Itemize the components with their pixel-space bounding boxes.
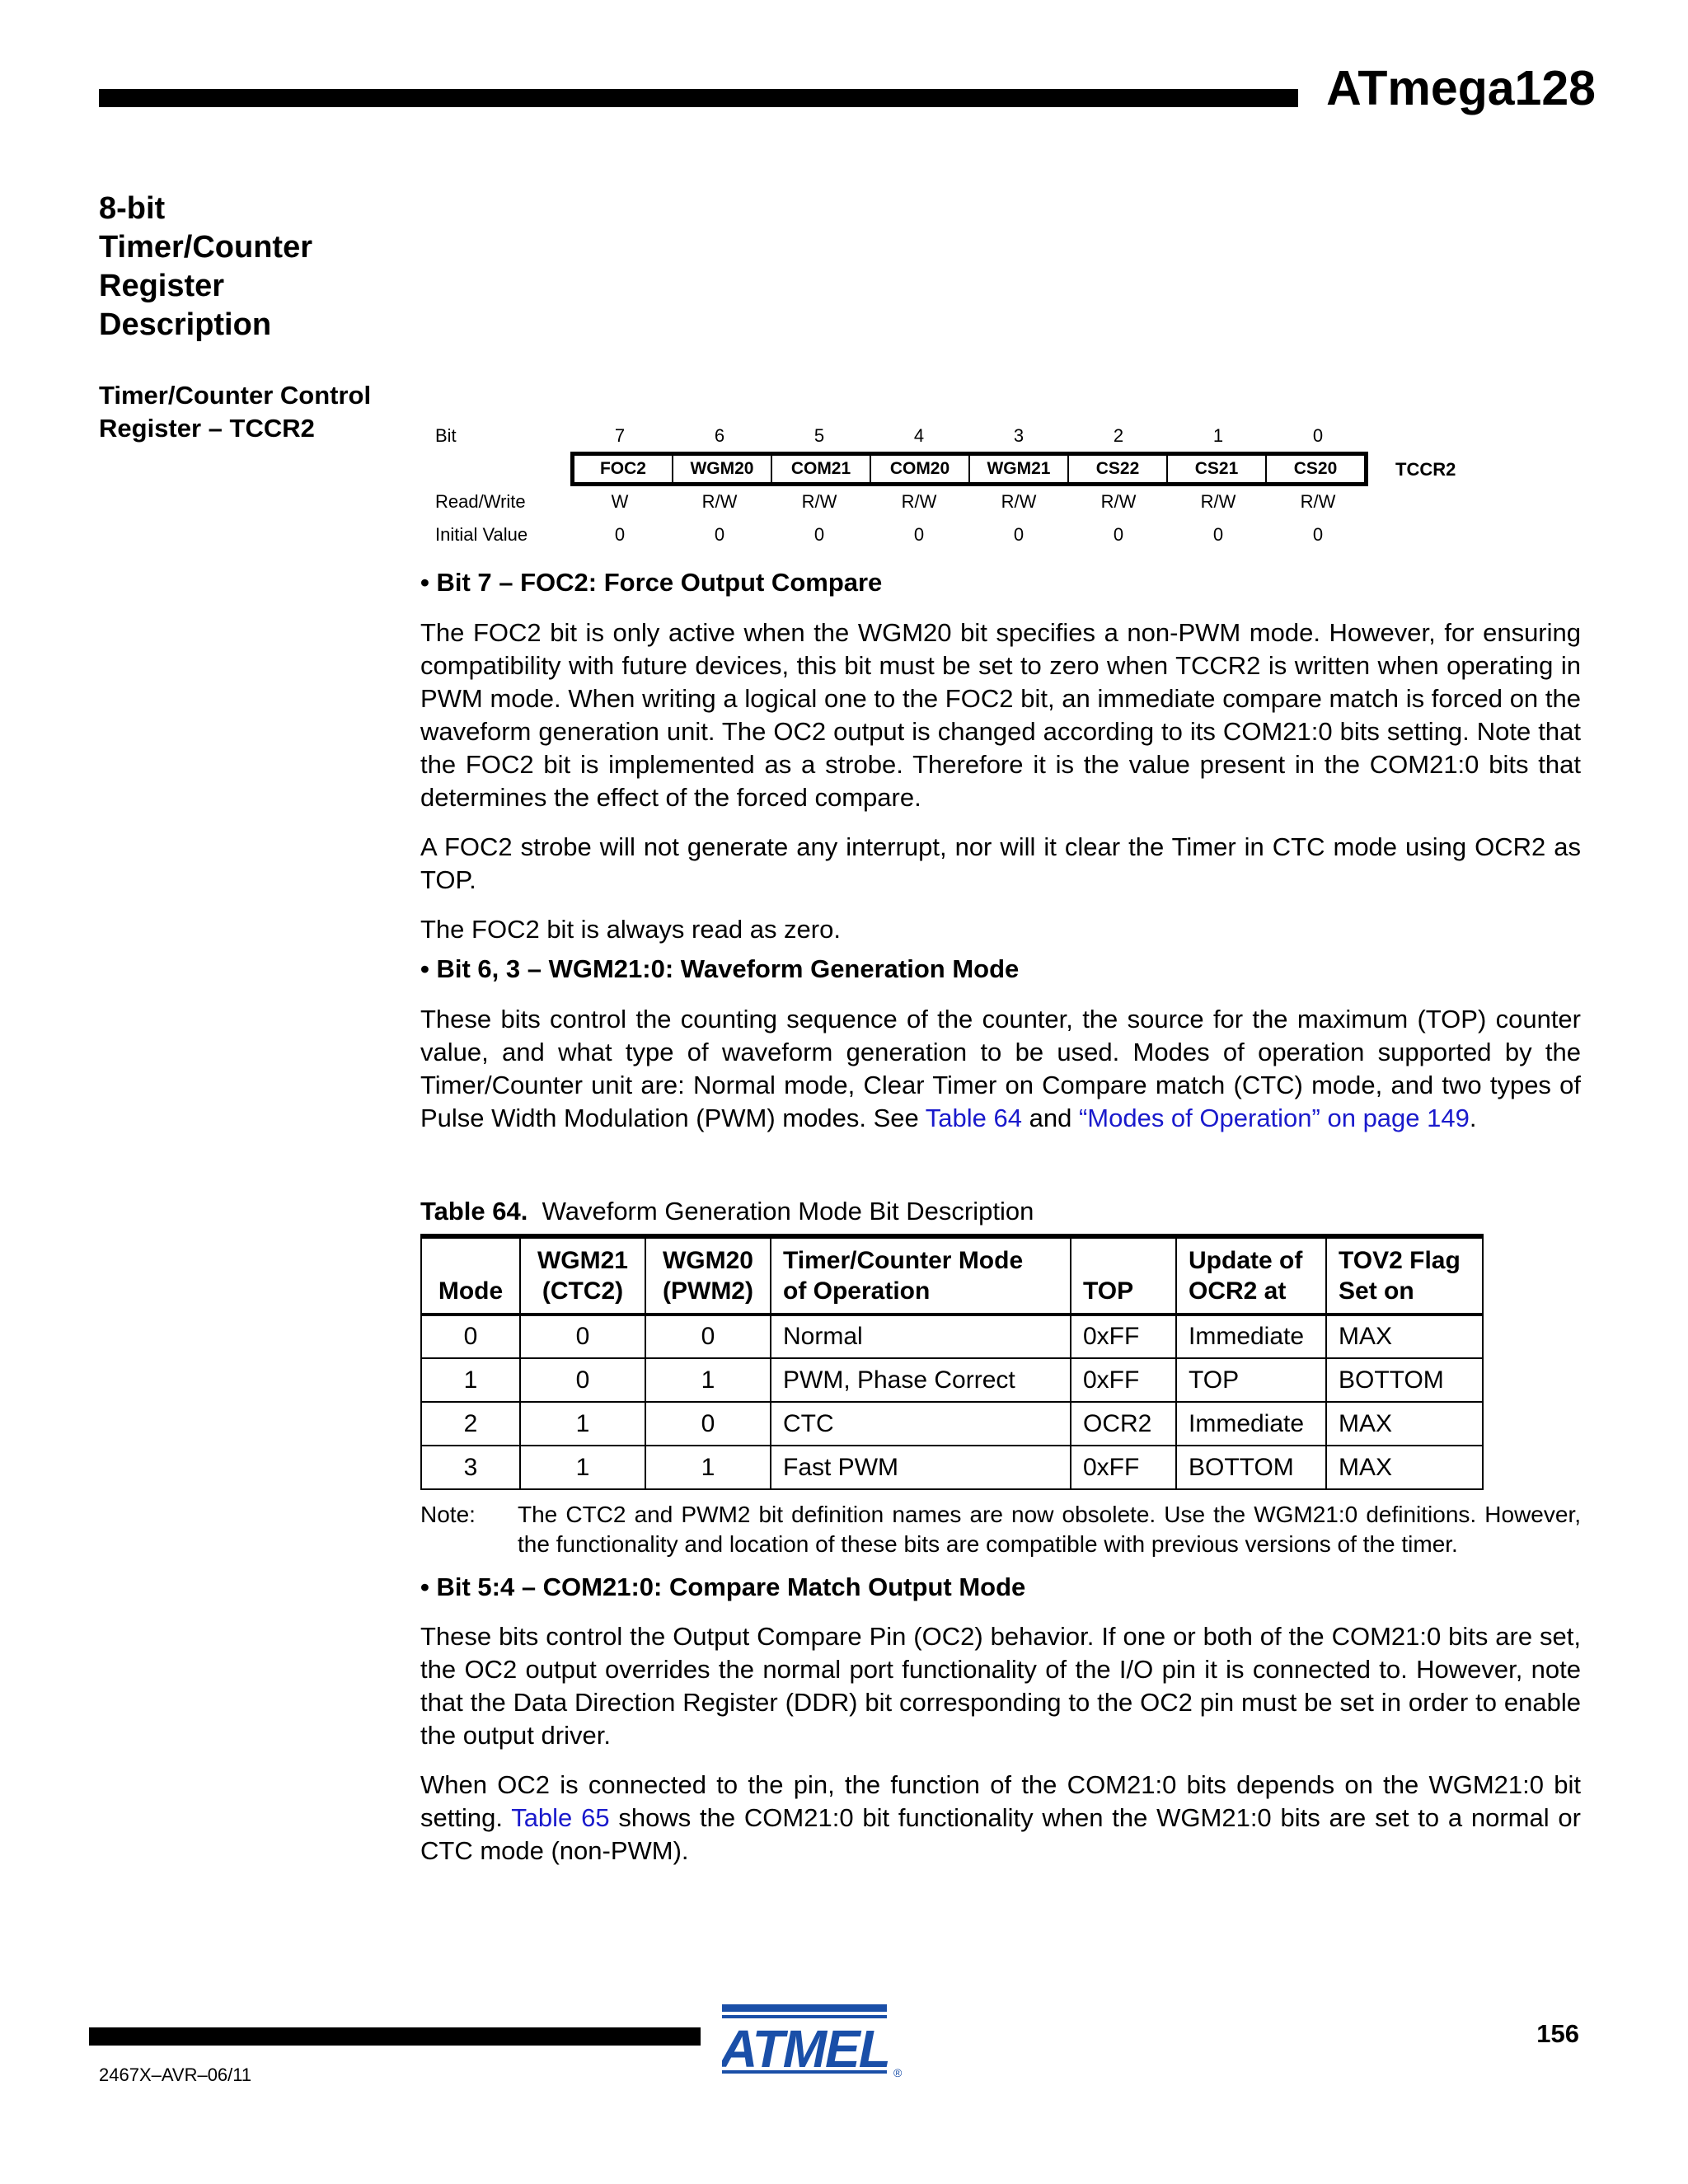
bit-number: 3: [1013, 425, 1025, 446]
bit-field-name: WGM20: [672, 456, 771, 482]
table-cell: 2: [421, 1402, 520, 1446]
table-cell: Normal: [771, 1315, 1071, 1358]
table-65-link[interactable]: Table 65: [511, 1803, 610, 1832]
bit54-text: When OC2 is connected to the pin, the function of the COM21:0 bits depends on the WGM21:0 bit setting.: [420, 1770, 1581, 1832]
initial-value-label: Initial Value: [435, 524, 528, 545]
bit-number: 1: [1212, 425, 1224, 446]
table-cell: CTC: [771, 1402, 1071, 1446]
bit63-text: and: [1022, 1104, 1079, 1132]
table-cell: 0: [421, 1315, 520, 1358]
table-row: [421, 1315, 1483, 1358]
footer-rule: [89, 2027, 701, 2046]
table-cell: 1: [645, 1358, 771, 1402]
page-number: 156: [1536, 2019, 1579, 2048]
table-row: [421, 1402, 1483, 1446]
waveform-mode-table: [420, 1234, 1484, 1490]
table-cell: 0xFF: [1071, 1446, 1176, 1489]
bit-label: Bit: [435, 425, 457, 446]
subsection-heading-line: Timer/Counter Control: [99, 381, 372, 410]
section-heading-line: Timer/Counter: [99, 230, 313, 265]
table-cell: BOTTOM: [1176, 1446, 1326, 1489]
section-heading-line: 8-bit: [99, 191, 166, 226]
col-header-wgm21: WGM21 (CTC2): [520, 1236, 645, 1315]
read-write-value: R/W: [1300, 491, 1336, 512]
bit-field-name: CS20: [1265, 456, 1364, 482]
table-row: [421, 1358, 1483, 1402]
bit63-text: These bits control the counting sequence of the counter, the source for the maximum (TOP) counter value, and what type of waveform generation to be used. Modes of operation supported by the Timer/Counter unit are: Normal mode, Clear Timer on Compare match (CTC) mode, and two types of Pulse Width Modulation (PWM) modes. See: [420, 1005, 1581, 1132]
read-write-value: R/W: [701, 491, 738, 512]
table-cell: 3: [421, 1446, 520, 1489]
table-caption-label: Table 64.: [420, 1197, 528, 1226]
bit-number: 5: [814, 425, 825, 446]
bit54-heading: • Bit 5:4 – COM21:0: Compare Match Output Mode: [420, 1572, 1026, 1601]
bit-number: 4: [913, 425, 925, 446]
table-cell: Immediate: [1176, 1315, 1326, 1358]
atmel-logo-text: ATMEL: [722, 2019, 889, 2079]
table-cell: 0: [645, 1402, 771, 1446]
table-note-label: Note:: [420, 1502, 476, 1527]
register-bit-fields: [570, 452, 1368, 486]
subsection-heading: [99, 379, 412, 445]
table-cell: Fast PWM: [771, 1446, 1071, 1489]
table-cell: MAX: [1326, 1446, 1483, 1489]
bit-field-name: CS22: [1067, 456, 1166, 482]
registered-mark: ®: [893, 2066, 903, 2079]
table-cell: TOP: [1176, 1358, 1326, 1402]
table-64-link[interactable]: Table 64: [925, 1104, 1022, 1132]
table-cell: PWM, Phase Correct: [771, 1358, 1071, 1402]
bit54-paragraph-1: These bits control the Output Compare Pin (OC2) behavior. If one or both of the COM21:0 bits are set, the OC2 output overrides the normal port functionality of the I/O pin it is connected to. However, note that the Data Direction Register (DDR) bit corresponding to the OC2 pin must be set in order to enable the output driver.: [420, 1622, 1581, 1750]
modes-of-operation-link[interactable]: “Modes of Operation” on page 149: [1078, 1104, 1470, 1132]
initial-value: 0: [614, 524, 626, 545]
initial-value: 0: [1212, 524, 1224, 545]
bit-field-name: COM21: [771, 456, 870, 482]
bit63-text: .: [1469, 1104, 1477, 1132]
table-cell: 0: [645, 1315, 771, 1358]
table-caption: [420, 1195, 1034, 1228]
bit-number: 7: [614, 425, 626, 446]
table-cell: 1: [421, 1358, 520, 1402]
table-cell: MAX: [1326, 1402, 1483, 1446]
header-rule: [99, 89, 1298, 107]
table-note-text: The CTC2 and PWM2 bit definition names are now obsolete. Use the WGM21:0 definitions. However, the functionality and location of these bits are compatible with previous versions of the timer.: [518, 1502, 1581, 1557]
table-cell: 0: [520, 1315, 645, 1358]
bit54-text: shows the COM21:0 bit functionality when the WGM21:0 bits are set to a normal or CTC mode (non-PWM).: [420, 1803, 1581, 1865]
initial-value: 0: [913, 524, 925, 545]
bit7-heading: • Bit 7 – FOC2: Force Output Compare: [420, 568, 883, 597]
col-header-top: TOP: [1071, 1236, 1176, 1315]
initial-value: 0: [1013, 524, 1025, 545]
table-cell: MAX: [1326, 1315, 1483, 1358]
read-write-value: R/W: [901, 491, 937, 512]
document-code: 2467X–AVR–06/11: [99, 2064, 252, 2085]
table-cell: BOTTOM: [1326, 1358, 1483, 1402]
table-cell: OCR2: [1071, 1402, 1176, 1446]
table-row: [421, 1446, 1483, 1489]
bit-number: 6: [714, 425, 725, 446]
bit-field-name: WGM21: [968, 456, 1067, 482]
read-write-value: W: [611, 491, 629, 512]
bit63-heading: • Bit 6, 3 – WGM21:0: Waveform Generation Mode: [420, 954, 1020, 983]
table-cell: 1: [645, 1446, 771, 1489]
col-header-wgm20: WGM20 (PWM2): [645, 1236, 771, 1315]
read-write-label: Read/Write: [435, 491, 526, 512]
table-cell: 0: [520, 1358, 645, 1402]
col-header-update-ocr2: Update of OCR2 at: [1176, 1236, 1326, 1315]
col-header-tov2-flag: TOV2 Flag Set on: [1326, 1236, 1483, 1315]
table-cell: 1: [520, 1446, 645, 1489]
table-cell: 0xFF: [1071, 1315, 1176, 1358]
atmel-logo-graphic: [722, 2001, 903, 2080]
bit-field-name: COM20: [870, 456, 968, 482]
read-write-value: R/W: [1001, 491, 1037, 512]
bit-number: 0: [1312, 425, 1324, 446]
initial-value: 0: [714, 524, 725, 545]
read-write-value: R/W: [1200, 491, 1236, 512]
section-heading: [99, 190, 371, 344]
bit63-paragraph: [420, 1003, 1581, 1135]
table-cell: 1: [520, 1402, 645, 1446]
bit-field-name: CS21: [1166, 456, 1265, 482]
atmel-logo: [722, 2001, 903, 2084]
col-header-mode: Mode: [421, 1236, 520, 1315]
section-heading-line: Register: [99, 269, 225, 303]
initial-value: 0: [1312, 524, 1324, 545]
bit54-paragraph-2: [420, 1769, 1581, 1868]
initial-value: 0: [814, 524, 825, 545]
bit7-paragraph-2: A FOC2 strobe will not generate any interrupt, nor will it clear the Timer in CTC mode using OCR2 as TOP.: [420, 832, 1581, 894]
bit-field-name: FOC2: [599, 459, 646, 478]
col-header-mode-of-operation: Timer/Counter Mode of Operation: [771, 1236, 1071, 1315]
table-cell: 0xFF: [1071, 1358, 1176, 1402]
read-write-value: R/W: [801, 491, 837, 512]
document-title: ATmega128: [1326, 61, 1596, 115]
initial-value: 0: [1113, 524, 1124, 545]
table-caption-text: Waveform Generation Mode Bit Description: [542, 1197, 1034, 1226]
register-name: TCCR2: [1395, 459, 1456, 480]
table-cell: Immediate: [1176, 1402, 1326, 1446]
bit7-paragraph-1: The FOC2 bit is only active when the WGM20 bit specifies a non-PWM mode. However, for ensuring compatibility with future devices, this bit must be set to zero when TCCR2 is written when operating in PWM mode. When writing a logical one to the FOC2 bit, an immediate compare match is forced on the waveform generation unit. The OC2 output is changed according to its COM21:0 bits setting. Note that the FOC2 bit is implemented as a strobe. Therefore it is the value present in the COM21:0 bits that determines the effect of the forced compare.: [420, 618, 1581, 812]
bit7-paragraph-3: The FOC2 bit is always read as zero.: [420, 915, 841, 944]
subsection-heading-line: Register – TCCR2: [99, 414, 315, 443]
table-header-row: [421, 1236, 1483, 1315]
section-heading-line: Description: [99, 307, 272, 342]
bit-number: 2: [1113, 425, 1124, 446]
read-write-value: R/W: [1100, 491, 1137, 512]
